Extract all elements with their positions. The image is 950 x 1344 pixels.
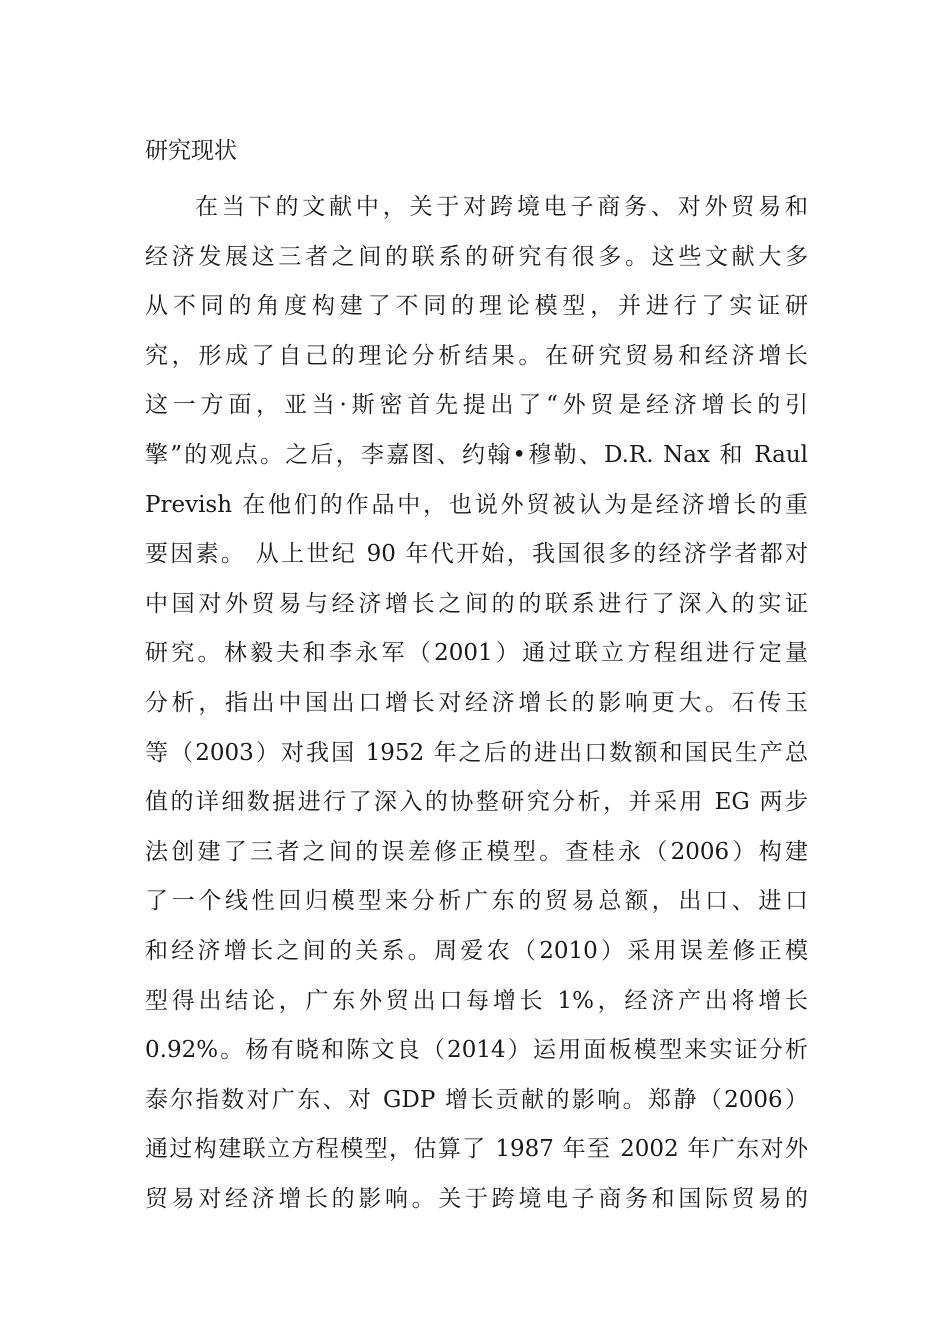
paragraph-line: 等（2003）对我国 1952 年之后的进出口数额和国民生产总: [145, 739, 808, 766]
paragraph-line: 通过构建联立方程模型，估算了 1987 年至 2002 年广东对外: [145, 1136, 808, 1163]
paragraph-line: 中国对外贸易与经济增长之间的的联系进行了深入的实证: [145, 590, 808, 617]
paragraph-line: Prevish 在他们的作品中，也说外贸被认为是经济增长的重: [145, 491, 808, 518]
paragraph-line: 研究。林毅夫和李永军（2001）通过联立方程组进行定量: [145, 640, 808, 667]
body-paragraph: [145, 183, 808, 1224]
paragraph-line: 究，形成了自己的理论分析结果。在研究贸易和经济增长: [145, 342, 808, 369]
paragraph-line: 分析，指出中国出口增长对经济增长的影响更大。石传玉: [145, 689, 808, 716]
section-heading: 研究现状: [145, 138, 237, 164]
paragraph-line: 要因素。 从上世纪 90 年代开始，我国很多的经济学者都对: [145, 541, 808, 568]
paragraph-line: 从不同的角度构建了不同的理论模型，并进行了实证研: [145, 293, 808, 320]
paragraph-line: 经济发展这三者之间的联系的研究有很多。这些文献大多: [145, 243, 808, 270]
paragraph-line: 0.92%。杨有晓和陈文良（2014）运用面板模型来实证分析: [145, 1037, 808, 1064]
paragraph-line: 型得出结论，广东外贸出口每增长 1%，经济产出将增长: [145, 987, 808, 1014]
paragraph-line: 值的详细数据进行了深入的协整研究分析，并采用 EG 两步: [145, 789, 808, 816]
paragraph-line: 贸易对经济增长的影响。关于跨境电子商务和国际贸易的: [145, 1185, 808, 1212]
paragraph-line: 擎”的观点。之后，李嘉图、约翰•穆勒、D.R. Nax 和 Raul: [145, 441, 808, 468]
paragraph-line: 这一方面，亚当·斯密首先提出了“外贸是经济增长的引: [145, 392, 808, 419]
paragraph-line: 在当下的文献中，关于对跨境电子商务、对外贸易和: [195, 194, 808, 220]
paragraph-line: 法创建了三者之间的误差修正模型。查桂永（2006）构建: [145, 838, 808, 865]
paragraph-line: 泰尔指数对广东、对 GDP 增长贡献的影响。郑静（2006）: [145, 1086, 808, 1113]
paragraph-line: 了一个线性回归模型来分析广东的贸易总额，出口、进口: [145, 888, 808, 915]
paragraph-line: 和经济增长之间的关系。周爱农（2010）采用误差修正模: [145, 937, 808, 964]
